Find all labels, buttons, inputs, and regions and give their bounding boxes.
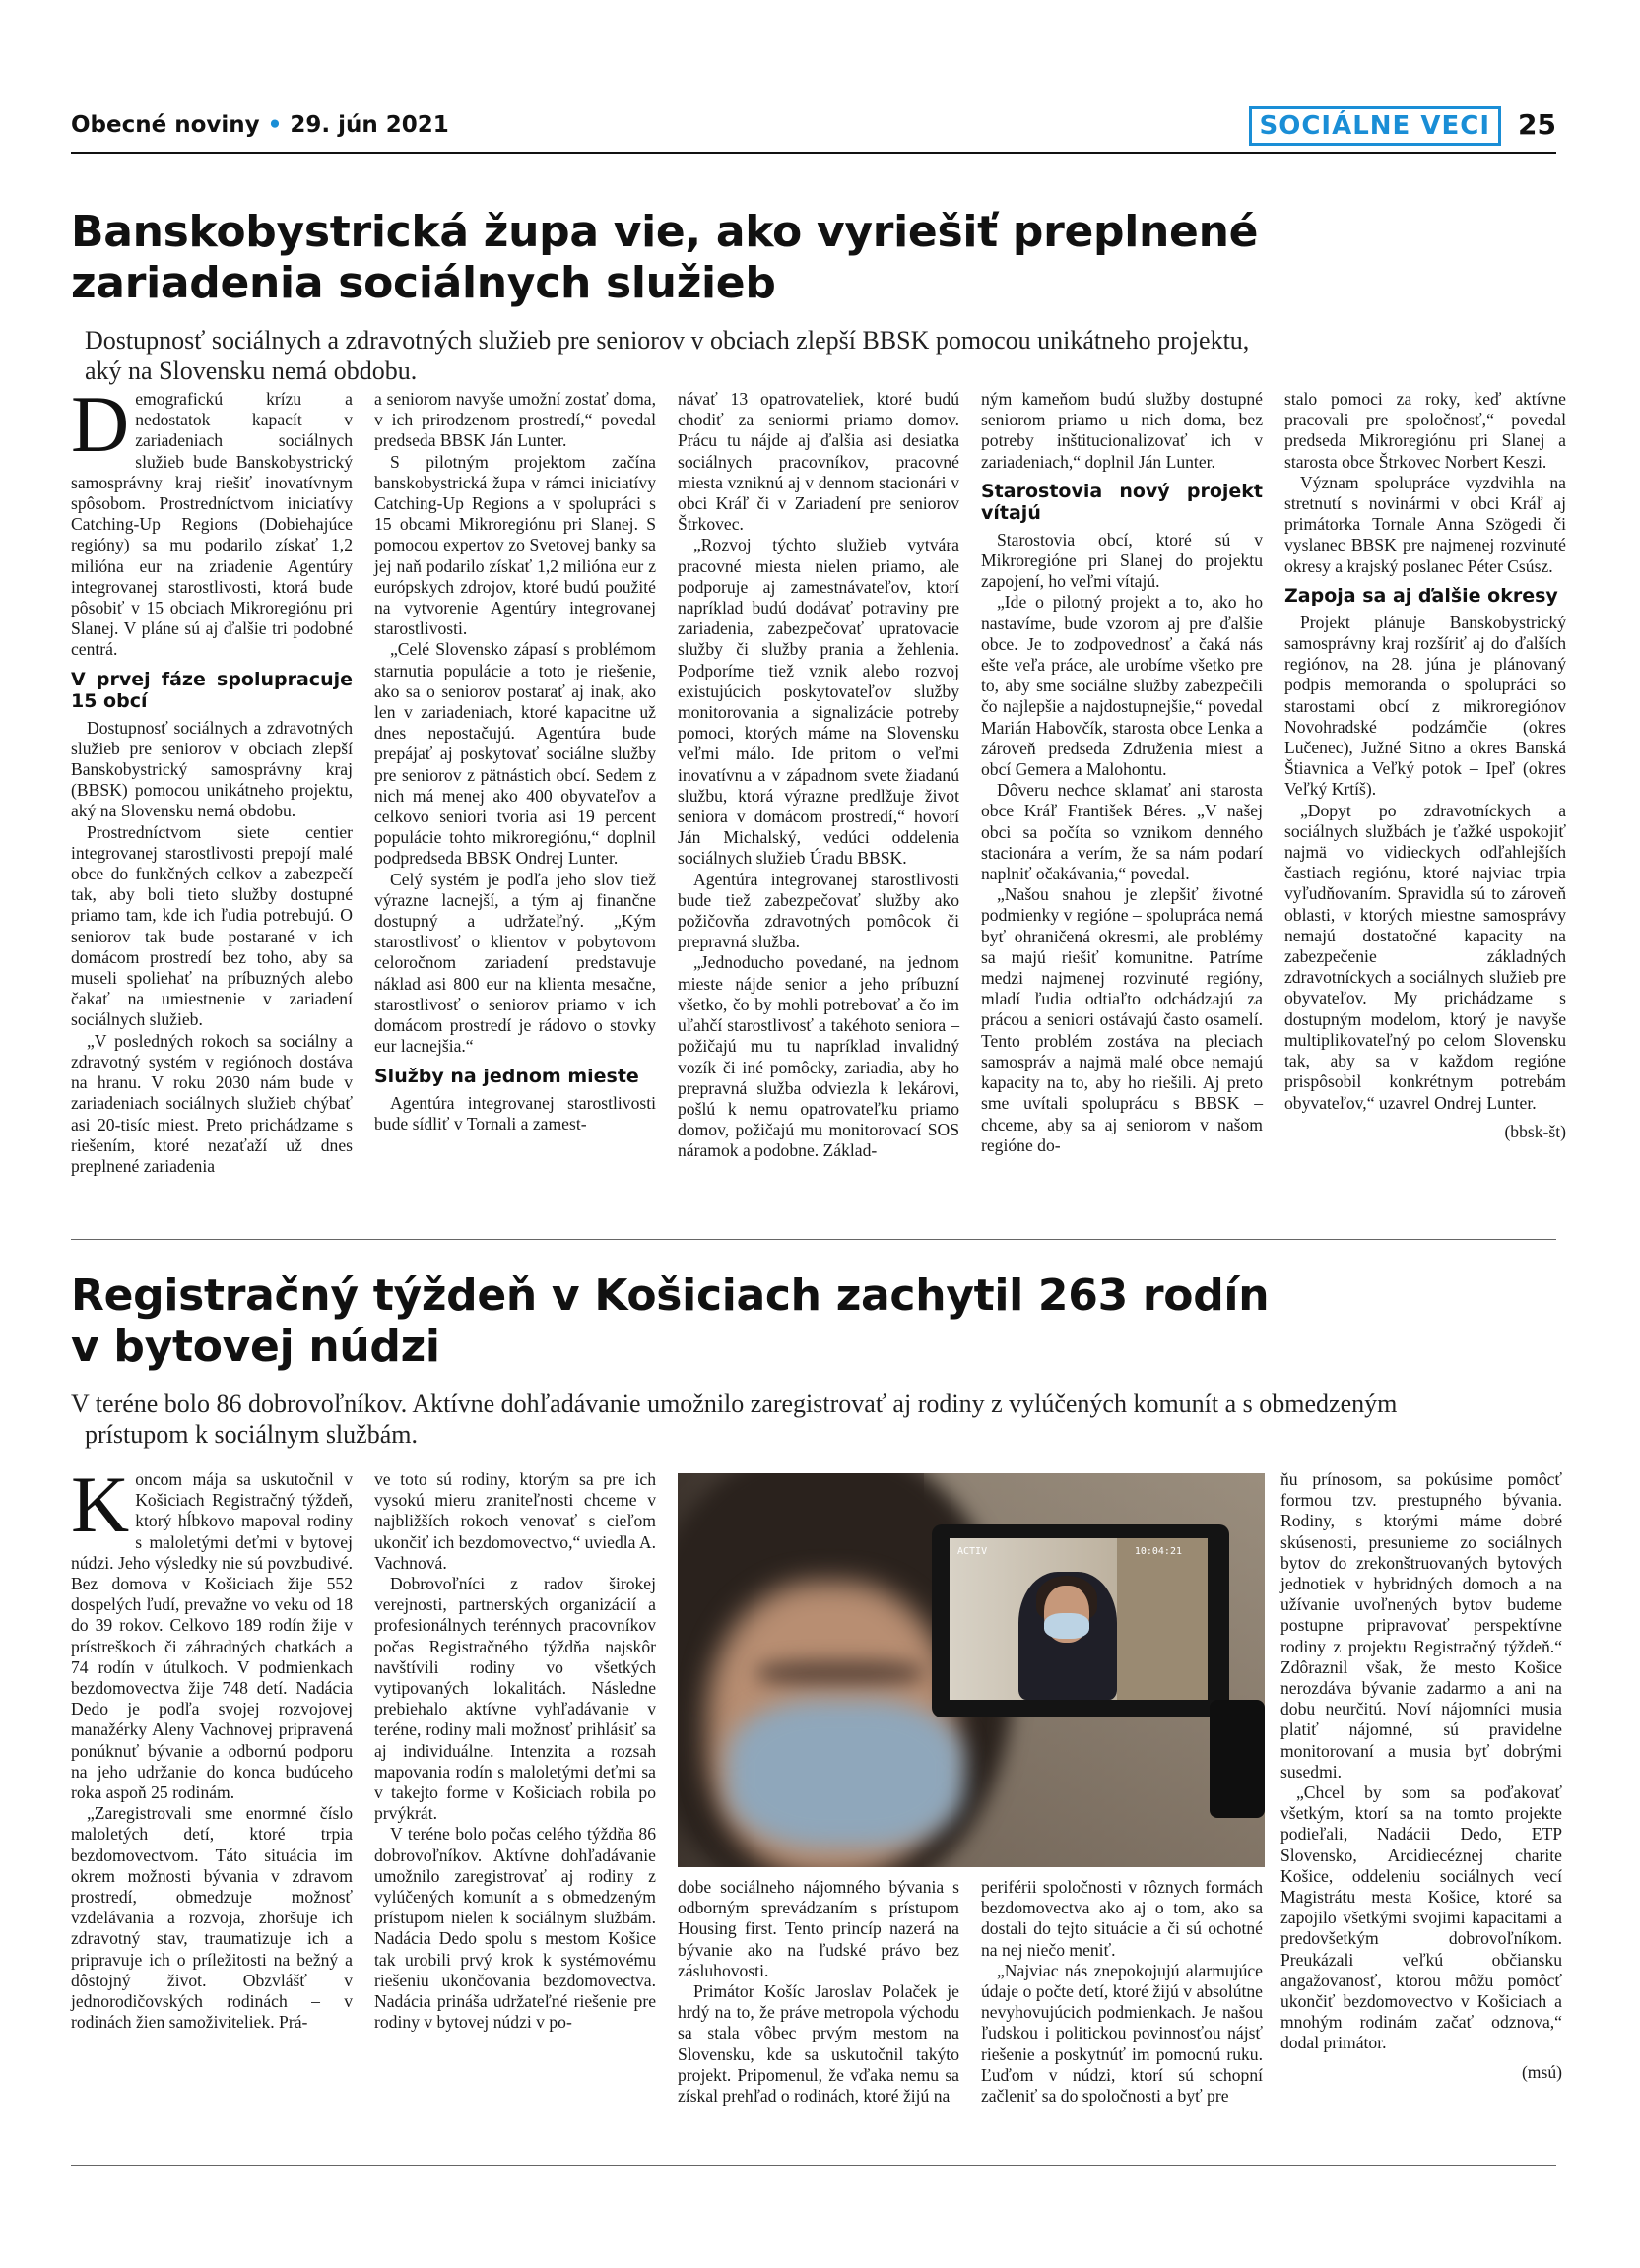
drop-cap: D <box>71 379 130 469</box>
article-bbsk <box>71 207 1560 386</box>
headline-line: zariadenia sociálnych služieb <box>71 258 776 308</box>
section-block <box>1221 106 1556 146</box>
subheading: Zapoja sa aj ďalšie okresy <box>1284 584 1558 607</box>
paragraph: „Našou snahou je zlepšiť životné podmienky v regióne – spolupráca nemá byť ohraničená okresmi, ale problémy sa majú riešiť komunitne. Patríme medzi najmenej rozvinuté regióny, mladí ľudia odtiaľto odchádzajú za prácou a seniori ostávajú často osamelí. Tento problém zostáva na pleciach samospráv a najmä malé obce nemajú kapacity na to, aby ho riešili. Aj preto sme uvítali spoluprácu s BBSK – chceme, aby sa aj seniorom v našom regióne do- <box>981 884 1263 1155</box>
issue-date: 29. jún 2021 <box>290 112 449 138</box>
paragraph: dobe sociálneho nájomného bývania s odborným sprevádzaním s prístupom Housing first. Tento princíp nazerá na bývanie ako na ľudské právo bez zásluhovosti. <box>678 1877 959 1980</box>
subheading: Starostovia nový projekt vítajú <box>981 480 1263 524</box>
paragraph: „Ide o pilotný projekt a to, ako ho nastavíme, bude vzorom aj pre ďalšie obce. Je to zodpovednosť a čaká nás ešte veľa práce, ale urobíme všetko pre to, aby sme sociálne služby zabezpečili čo najlepšie a najdostupnejšie,“ povedal Marián Habovčík, starosta obce Lenka a zároveň predseda Združenia miest a obcí Gemera a Malohontu. <box>981 592 1263 780</box>
paper-date-line <box>71 112 449 138</box>
author-signature: (msú) <box>1521 2061 1562 2082</box>
column-4 <box>981 1877 1263 2106</box>
headline-line: v bytovej núdzi <box>71 1322 440 1372</box>
separator-dot: • <box>267 112 283 138</box>
page-number: 25 <box>1518 108 1556 141</box>
paragraph: „Rozvoj týchto služieb vytvára pracovné miesta nielen priamo, ale podporuje aj zamestnávateľov, ktorí napríklad budú dodávať potraviny pre zariadenia, zabezpečovať upratovacie služby či služby prania a žehlenia. Podporíme tiež vznik alebo rozvoj existujúcich poskytovateľov služby monitorovania a signalizácie potreby pomoci, ktorých máme na Slovensku veľmi málo. Ide pritom o veľmi inovatívnu a v západnom svete žiadanú službu, ktorá výrazne predlžuje život seniora v domácom prostredí,“ hovorí Ján Michalský, vedúci oddelenia sociálnych služieb Úradu BBSK. <box>678 535 959 869</box>
paragraph: ným kameňom budú služby dostupné seniorom priamo u nich doma, bez potreby inštitucionalizovať ich v zariadeniach,“ doplnil Ján Lunter. <box>981 389 1263 472</box>
article-kosice-last-column <box>1280 1469 1562 2083</box>
paper-name: Obecné noviny <box>71 112 260 138</box>
paragraph: Projekt plánuje Banskobystrický samosprávny kraj rozšíriť aj do ďalších regiónov, na 28. júna je plánovaný podpis memoranda o spolupráci so starostami obcí z mikroregiónov Novohradské podzámčie (okres Lučenec), Južné Sitno a okres Banská Štiavnica a Veľký potok – Ipeľ (okres Veľký Krtíš). <box>1284 612 1566 800</box>
column-2 <box>374 389 656 1177</box>
header-rule <box>71 152 1556 154</box>
paragraph: Dobrovoľníci z radov širokej verejnosti, partnerských organizácií a profesionálnych terénnych pracovníkov počas Registračného týždňa najskôr navštívili rodiny vo všetkých vytipovaných lokalitách. Následne prebiehalo aktívne vyhľadávanie v teréne, rodiny mali možnosť prihlásiť sa aj individuálne. Intenzita a rozsah mapovania rodín s maloletými deťmi sa v takejto forme v Košiciach robila po prvýkrát. <box>374 1574 656 1824</box>
paragraph: V teréne bolo počas celého týždňa 86 dobrovoľníkov. Aktívne dohľadávanie umožnilo zaregistrovať aj rodiny z vylúčených komunít a s obmedzeným prístupom nielen k sociálnym službám. Nadácia Dedo spolu s mestom Košice tak urobili prvý krok k systémovému riešeniu ukončovania bezdomovectva. Nadácia prináša udržateľné riešenie pre rodiny v bytovej núdzi v po- <box>374 1824 656 2033</box>
article-kosice-columns <box>71 1459 657 2033</box>
screen-overlay-text: ACTIV <box>957 1546 988 1557</box>
headline-line: Banskobystrická župa vie, ako vyriešiť preplnené <box>71 207 1259 257</box>
paragraph: návať 13 opatrovateliek, ktoré budú chodiť za seniormi priamo domov. Prácu tu nájde aj ďalšia asi desiatka sociálnych pracovníkov, pracovné miesta vzniknú aj v dennom stacionári v obci Kráľ či v Zariadení pre seniorov Štrkovec. <box>678 389 959 535</box>
paragraph: „Chcel by som sa poďakovať všetkým, ktorí sa na tomto projekte podieľali, Nadácii Dedo, ETP Slovensko, Arcidiecéznej charite Košice, oddeleniu sociálnych vecí Magistrátu mesta Košice, ktoré sa zapojilo všetkými svojimi kapacitami a predovšetkým dobrovoľníkom. Preukázali veľkú občiansku angažovanosť, ktorou môžu pomôcť ukončiť bezdomovectvo v Košiciach a mnohým rodinám začať odznova,“ dodal primátor. <box>1280 1782 1562 2053</box>
paragraph: „V posledných rokoch sa sociálny a zdravotný systém v regiónoch dostáva na hranu. V roku 2030 nám bude v zariadeniach sociálnych služieb chýbať asi 20-tisíc miest. Preto prichádzame s riešením, ktoré nezaťaží už dnes preplnené zariadenia <box>71 1030 353 1176</box>
paragraph: ve toto sú rodiny, ktorým sa pre ich vysokú mieru zraniteľnosti chceme v najbližších rokoch venovať s cieľom ukončiť ich bezdomovectvo,“ uviedla A. Vachnová. <box>374 1469 657 1573</box>
paragraph: Dostupnosť sociálnych a zdravotných služieb pre seniorov v obciach zlepší Banskobystrický samosprávny kraj (BBSK) pomocou unikátneho projektu, aký na Slovensku nemá obdobu. <box>71 717 353 821</box>
paragraph: stalo pomoci za roky, keď aktívne pracovali pre spoločnosť,“ povedal predseda Mikroregiónu pri Slanej a starosta obce Štrkovec Norbert Keszi. <box>1284 389 1566 472</box>
paragraph <box>71 379 353 661</box>
paragraph: „Zaregistrovali sme enormné číslo maloletých detí, ktoré trpia bezdomovectvom. Táto situácia im okrem možnosti bývania v zdravom prostredí, obmedzuje možnosť vzdelávania a rozvoja, zhoršuje ich zdravotný stav, traumatizuje ich a pripravuje ich o príležitosti na bežný a dôstojný život. Obzvlášť v jednorodičovských rodinách – v rodinách žien samoživiteliek. Prá- <box>71 1803 353 2033</box>
article-divider <box>71 1239 1556 1240</box>
subheading: V prvej fáze spolupracuje 15 obcí <box>71 668 353 712</box>
paragraph: Agentúra integrovanej starostlivosti bude sídliť v Tornali a zamest- <box>374 1092 656 1134</box>
article-kosice-columns-below-photo <box>678 1877 1263 2106</box>
column-3 <box>678 1877 959 2106</box>
paragraph: Celý systém je podľa jeho slov tiež výrazne lacnejší, a tým aj finančne dostupný a udržateľný. „Kým starostlivosť o klientov v pobytovom celoročnom zariadení predstavuje náklad asi 800 eur na klienta mesačne, starostlivosť o seniorov priamo v ich domácom prostredí je rádovo o stovky eur lacnejšia.“ <box>374 869 656 1057</box>
section-label: SOCIÁLNE VECI <box>1249 106 1501 146</box>
drop-cap: K <box>71 1459 130 1549</box>
paragraph: Agentúra integrovanej starostlivosti bude tiež zabezpečovať služby ako požičovňa zdravotných pomôcok či prepravná služba. <box>678 869 959 952</box>
paragraph: Prostredníctvom siete centier integrovanej starostlivosti prepojí malé obce do funkčných celkov a zabezpečí tak, aby boli tieto služby dostupné priamo tam, kde ich ľudia potrebujú. O seniorov tak bude postarané v ich domácom prostredí bez toho, aby sa museli spoliehať na príbuzných alebo čakať na umiestnenie v zariadení sociálnych služieb. <box>71 821 353 1030</box>
article-kosice <box>71 1270 1560 1450</box>
paragraph: „Dopyt po zdravotníckych a sociálnych službách je ťažké uspokojiť najmä vo vidieckych odľahlejších častiach regiónu, ktoré najviac trpia vyľudňovaním. Spravidla sú to zároveň oblasti, v ktorých miestne samosprávy nemajú dostatočné kapacity na zabezpečenie základných zdravotníckych a sociálnych služieb pre obyvateľov. My prichádzame s dostupným modelom, ktorý je navyše multiplikovateľný po celom Slovensku tak, aby sa v každom regióne prispôsobil konkrétnym potrebám obyvateľov,“ uzavrel Ondrej Lunter. <box>1284 800 1566 1113</box>
lead-line: Dostupnosť sociálnych a zdravotných služieb pre seniorov v obciach zlepší BBSK pomocou unikátneho projektu, <box>85 326 1250 355</box>
paragraph: periférii spoločnosti v rôznych formách bezdomovectva ako aj o tom, ako sa dostali do tejto situácie a či sú ochotné na nej niečo meniť. <box>981 1877 1263 1960</box>
camera-screen <box>950 1538 1208 1700</box>
lead-line: prístupom k sociálnym službám. <box>85 1420 418 1449</box>
article-bbsk-columns <box>71 379 1566 1177</box>
page-header <box>71 106 1568 146</box>
subheading: Služby na jednom mieste <box>374 1065 639 1087</box>
paragraph: a seniorom navyše umožní zostať doma, v ich prirodzenom prostredí,“ povedal predseda BBSK Ján Lunter. <box>374 389 656 451</box>
column-5 <box>1280 1469 1562 2083</box>
article-headline <box>71 1270 1560 1373</box>
lead-line: V teréne bolo 86 dobrovoľníkov. Aktívne dohľadávanie umožnilo zaregistrovať aj rodiny z vylúčených komunít a s obmedzeným <box>71 1390 1398 1418</box>
column-1 <box>71 379 353 1177</box>
paragraph: Dôveru nechce sklamať ani starosta obce Kráľ František Béres. „V našej obci sa počíta so vznikom denného stacionára a verím, že sa nám podarí naplniť očakávania,“ povedal. <box>981 780 1263 884</box>
paragraph: „Najviac nás znepokojujú alarmujúce údaje o počte detí, ktoré žijú v absolútne nevyhovujúcich podmienkach. Je našou ľudskou i politickou povinnosťou nájsť riešenie a poskytnúť im pomocnú ruku. Ľuďom v núdzi, ktorí sú schopní začleniť sa do spoločnosti a byť pre <box>981 1960 1263 2106</box>
paragraph: ňu prínosom, sa pokúsime pomôcť formou tzv. prestupného bývania. Rodiny, s ktorými máme dobré skúsenosti, presunieme zo sociálnych bytov do zrekonštruovaných bytových jednotiek v hybridných domoch a na užívanie uvoľnených bytov budeme postupne pripravovať perspektívne rodiny z projektu Registračný týždeň.“ Zdôraznil však, že mesto Košice nerozdáva bývanie zadarmo a ani na dobu neurčitú. Noví nájomníci musia platiť nájomné, sú pravidelne monitorovaní a musia byť dobrými susedmi. <box>1280 1469 1562 1782</box>
paragraph: Primátor Košíc Jaroslav Polaček je hrdý na to, že práve metropola východu sa stala vôbec prvým mestom na Slovensku, kde sa uskutočnil takýto projekt. Pripomenul, že vďaka nemu sa získal prehľad o rodinách, ktoré žijú na <box>678 1981 959 2106</box>
paragraph: Význam spolupráce vyzdvihla na stretnutí s novinármi v obci Kráľ aj primátorka Tornale Anna Szögedi či vyslanec BBSK pre najmenej rozvinuté okresy a krajský poslanec Péter Csúsz. <box>1284 472 1566 576</box>
paragraph-text: emografickú krízu a nedostatok kapacít v zariadeniach sociálnych služieb bude Banskobystrický samosprávny kraj riešiť inovatívnym spôsobom. Prostredníctvom iniciatívy Catching-Up Regions (Dobiehajúce regióny) sa mu podarilo získať 1,2 milióna eur na zriadenie Agentúry integrovanej starostlivosti, ktorá bude pôsobiť v 15 obciach Mikroregiónu pri Slanej. V pláne sú aj ďalšie tri podobné centrá. <box>71 389 353 660</box>
paragraph-text: oncom mája sa uskutočnil v Košiciach Registračný týždeň, ktorý hĺbkovo mapoval rodiny s maloletými deťmi v bytovej núdzi. Jeho výsledky nie sú povzbudivé. Bez domova v Košiciach žije 552 dospelých ľudí, prevažne vo veku od 18 do 39 rokov. Celkovo 189 rodín žije v prístreškoch či záhradných chatkách a 74 rodín v útulkoch. V podmienkach bezdomovectva žije 748 detí. Nadácia Dedo je podľa svojej rozvojovej manažérky Aleny Vachnovej pripravená ponúknuť bývanie a odbornú podporu na jeho udržanie do konca budúceho roka aspoň 25 rodinám. <box>71 1469 353 1803</box>
paragraph: „Celé Slovensko zápasí s problémom starnutia populácie a toto je riešenie, ako sa o seniorov postarať aj inak, ako len v zariadeniach, ktoré kapacitne už dnes nepostačujú. Agentúra bude prepájať aj poskytovať sociálne služby pre seniorov z pätnástich obcí. Sedem z nich má menej ako 400 obyvateľov a celkovo seniori tvoria asi 19 percent populácie tohto mikroregiónu,“ doplnil podpredseda BBSK Ondrej Lunter. <box>374 639 656 869</box>
article-lead <box>71 325 1560 386</box>
column-3 <box>678 389 959 1177</box>
camera-handle <box>1210 1700 1265 1818</box>
lead-line: aký na Slovensku nemá obdobu. <box>85 356 418 385</box>
article-headline <box>71 207 1560 309</box>
screen-timecode: 10:04:21 <box>1134 1546 1182 1557</box>
paragraph <box>71 1459 353 1803</box>
bottom-rule <box>71 2165 1556 2166</box>
column-5 <box>1284 389 1566 1177</box>
screen-door <box>1117 1538 1208 1700</box>
photo-person-eyes <box>756 1660 924 1686</box>
column-4 <box>981 389 1263 1177</box>
article-lead <box>71 1389 1560 1450</box>
column-1 <box>71 1459 353 2033</box>
paragraph: S pilotným projektom začína banskobystrická župa v rámci iniciatívy Catching-Up Regions a v spolupráci s 15 obcami Mikroregiónu pri Slanej. S pomocou expertov zo Svetovej banky sa jej naň podarilo získať 1,2 milióna eur z európskych zdrojov, ktoré budú použité na vytvorenie Agentúry integrovanej starostlivosti. <box>374 451 656 639</box>
author-signature: (bbsk-št) <box>1504 1121 1566 1141</box>
paragraph: „Jednoducho povedané, na jednom mieste nájde senior a jeho príbuzní všetko, čo by mohli potrebovať a čo im uľahčí starostlivosť a takéhoto seniora – požičajú mu tu napríklad invalidný vozík či iné pomôcky, zariadia, aby ho prepravná služba odviezla k lekárovi, pošlú k nemu opatrovateľku priamo domov, požičajú mu monitorovací SOS náramok a podobne. Základ- <box>678 952 959 1161</box>
column-2 <box>374 1469 656 2033</box>
screen-face-mask <box>1044 1613 1089 1639</box>
headline-line: Registračný týždeň v Košiciach zachytil 263 rodín <box>71 1270 1270 1321</box>
paragraph: Starostovia obcí, ktoré sú v Mikroregióne pri Slanej do projektu zapojení, ho veľmi vítajú. <box>981 529 1263 592</box>
article-photo <box>678 1473 1265 1867</box>
photo-face-mask <box>727 1700 963 1847</box>
